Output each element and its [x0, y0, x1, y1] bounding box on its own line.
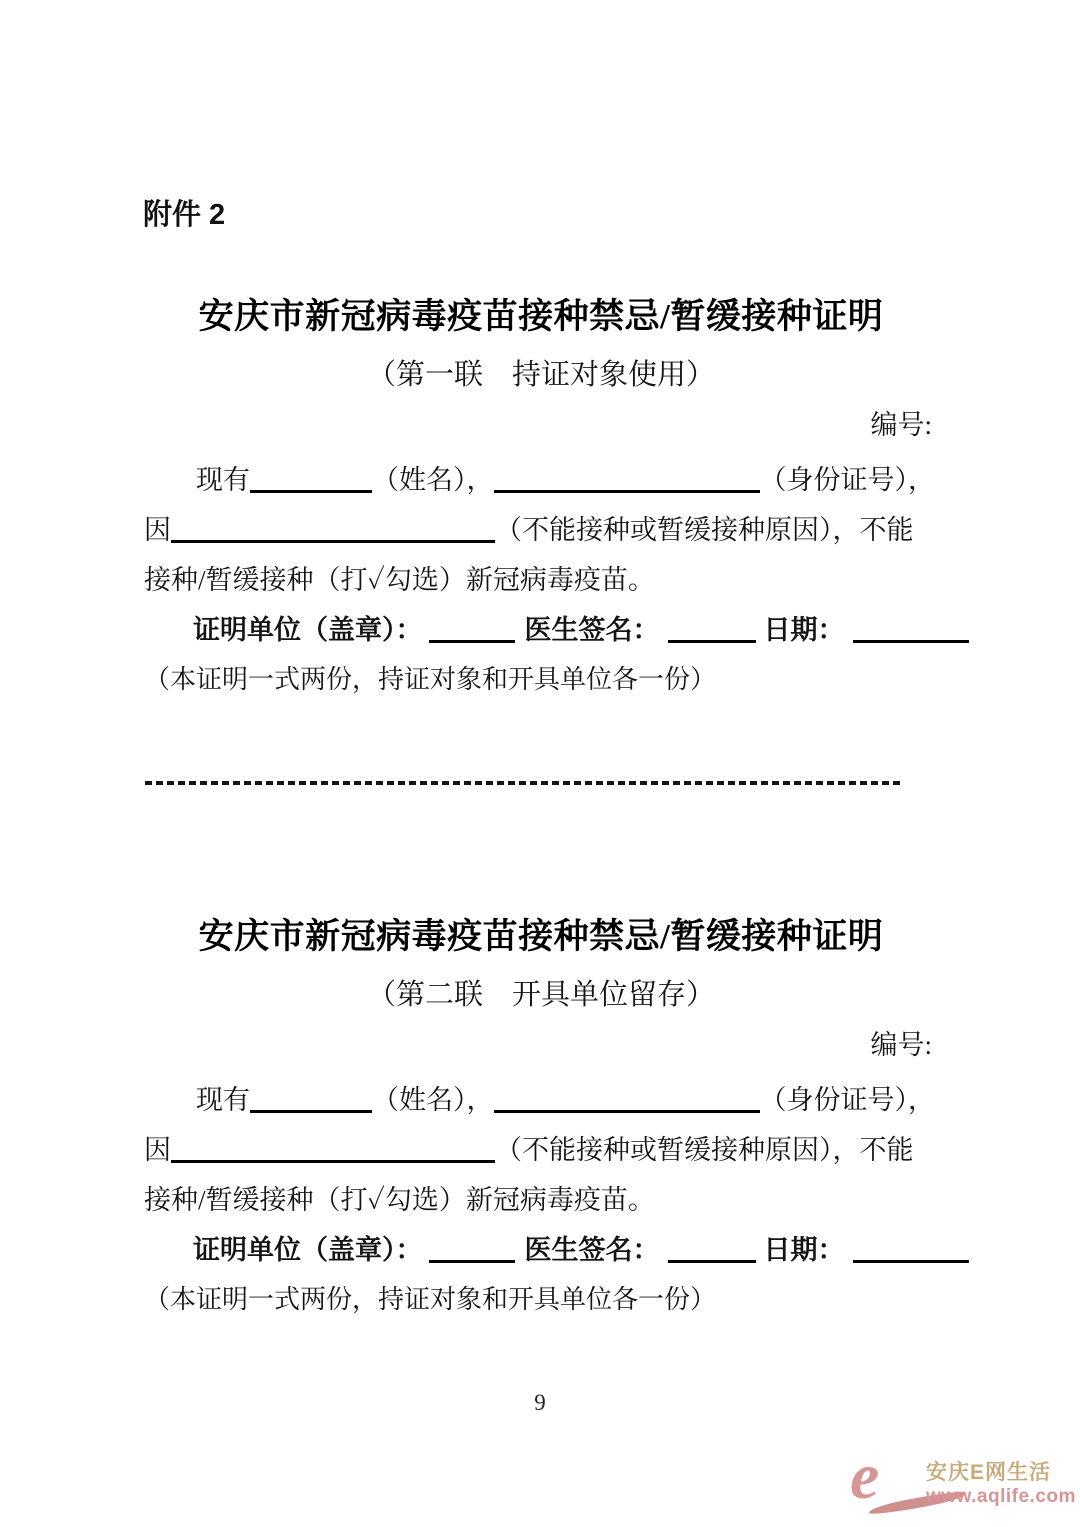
attachment-label: 附件 2	[143, 199, 226, 231]
certificate-subtitle: （第二联 开具单位留存）	[366, 979, 715, 1011]
serial-number-label: 编号:	[870, 410, 932, 440]
id-number-blank	[494, 1083, 760, 1113]
watermark-site-name: 安庆E网生活	[926, 1461, 1052, 1484]
stamp-label: 证明单位（盖章）：	[193, 1235, 423, 1265]
certificate-section-2	[144, 913, 938, 1325]
copies-note: （本证明一式两份，持证对象和开具单位各一份）	[144, 665, 717, 694]
signature-line	[144, 1225, 938, 1275]
form-line-3	[144, 555, 938, 605]
watermark-site-url: www.aqlife.com	[926, 1486, 1076, 1507]
name-blank	[250, 463, 372, 493]
stamp-blank	[429, 613, 515, 643]
stamp-blank	[429, 1233, 515, 1263]
line2-tail: （不能接种或暂缓接种原因），不能	[495, 1135, 914, 1165]
certificate-title: 安庆市新冠病毒疫苗接种禁忌/暂缓接种证明	[198, 297, 884, 336]
doctor-label: 医生签名：	[524, 1235, 660, 1265]
line1-id-label: （身份证号），	[759, 465, 935, 495]
reason-blank	[171, 1133, 495, 1163]
line2-lead: 因	[144, 515, 171, 545]
doctor-signature-blank	[668, 613, 756, 643]
line3-text: 接种/暂缓接种（打✓勾选）新冠病毒疫苗。	[144, 565, 655, 595]
line1-name-label: （姓名），	[372, 465, 494, 495]
certificate-subtitle: （第一联 持证对象使用）	[366, 359, 715, 391]
copies-note: （本证明一式两份，持证对象和开具单位各一份）	[144, 1285, 717, 1314]
form-line-3	[144, 1175, 938, 1225]
doctor-label: 医生签名：	[524, 615, 660, 645]
certificate-form	[144, 1075, 938, 1325]
id-number-blank	[494, 463, 760, 493]
dashed-cut-separator	[145, 781, 902, 785]
line2-tail: （不能接种或暂缓接种原因），不能	[495, 515, 914, 545]
form-line-1	[144, 455, 938, 505]
certificate-section-1	[144, 293, 938, 705]
line1-id-label: （身份证号），	[759, 1085, 935, 1115]
date-label: 日期：	[763, 1235, 845, 1265]
date-label: 日期：	[763, 615, 845, 645]
form-line-1	[144, 1075, 938, 1125]
line1-lead: 现有	[196, 465, 250, 495]
form-line-2	[144, 1125, 938, 1175]
line1-lead: 现有	[196, 1085, 250, 1115]
page-number: 9	[534, 1390, 546, 1415]
line2-lead: 因	[144, 1135, 171, 1165]
watermark-e-logo-icon: e	[850, 1440, 880, 1513]
date-blank	[853, 613, 969, 643]
date-blank	[853, 1233, 969, 1263]
signature-line	[144, 605, 938, 655]
certificate-title: 安庆市新冠病毒疫苗接种禁忌/暂缓接种证明	[198, 917, 884, 956]
site-watermark	[850, 1440, 1078, 1525]
form-line-2	[144, 505, 938, 555]
line3-text: 接种/暂缓接种（打✓勾选）新冠病毒疫苗。	[144, 1185, 655, 1215]
reason-blank	[171, 513, 495, 543]
serial-number-label: 编号:	[870, 1030, 932, 1060]
line1-name-label: （姓名），	[372, 1085, 494, 1115]
name-blank	[250, 1083, 372, 1113]
stamp-label: 证明单位（盖章）：	[193, 615, 423, 645]
certificate-form	[144, 455, 938, 705]
doctor-signature-blank	[668, 1233, 756, 1263]
